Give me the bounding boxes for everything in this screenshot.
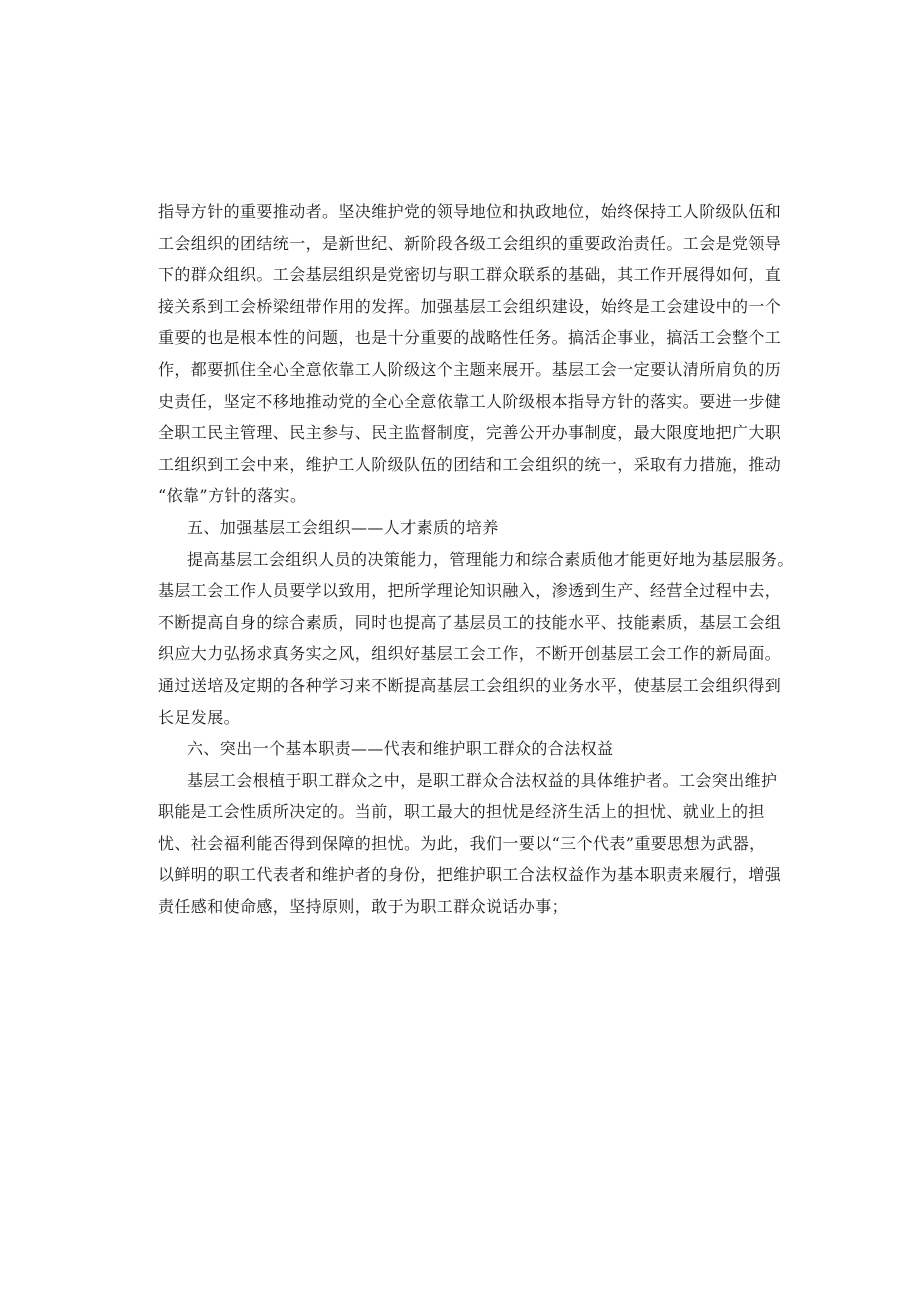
section-six-heading: 六、突出一个基本职责——代表和维护职工群众的合法权益: [187, 739, 614, 759]
section-five-heading: 五、加强基层工会组织——人才素质的培养: [187, 517, 499, 537]
text-line: 指导方针的重要推动者。坚决维护党的领导地位和执政地位，始终保持工人阶级队伍和: [158, 202, 782, 221]
text-line: 基层工会工作人员要学以致用，把所学理论知识融入，渗透到生产、经营全过程中去，: [158, 581, 782, 601]
text-line: 全职工民主管理、民主参与、民主监督制度，完善公开办事制度，最大限度地把广大职: [158, 423, 782, 443]
text-line: 重要的也是根本性的问题，也是十分重要的战略性任务。搞活企事业，搞活工会整个工: [158, 328, 782, 348]
text-line: 以鲜明的职工代表者和维护者的身份，把维护职工合法权益作为基本职责来履行，增强: [158, 865, 782, 885]
text-line: 作，都要抓住全心全意依靠工人阶级这个主题来展开。基层工会一定要认清所肩负的历: [158, 359, 782, 379]
text-line: 下的群众组织。工会基层组织是党密切与职工群众联系的基础，其工作开展得如何，直: [158, 265, 782, 285]
text-line: “依靠”方针的落实。: [158, 486, 307, 506]
text-line: 工会组织的团结统一，是新世纪、新阶段各级工会组织的重要政治责任。工会是党领导: [158, 233, 782, 253]
text-line: 史责任，坚定不移地推动党的全心全意依靠工人阶级根本指导方针的落实。要进一步健: [158, 391, 782, 411]
text-line: 工组织到工会中来，维护工人阶级队伍的团结和工会组织的统一，采取有力措施，推动: [158, 454, 782, 474]
section-five-body: [158, 544, 794, 734]
text-line: 不断提高自身的综合素质，同时也提高了基层员工的技能水平、技能素质，基层工会组: [158, 612, 782, 632]
text-line: 长足发展。: [158, 707, 241, 727]
section-six-body: [158, 765, 782, 923]
text-line: 通过送培及定期的各种学习来不断提高基层工会组织的业务水平，使基层工会组织得到: [158, 675, 782, 695]
section-four-tail: [158, 196, 782, 512]
text-line: 忧、社会福利能否得到保障的担忧。为此，我们一要以“三个代表”重要思想为武器，: [158, 833, 766, 853]
text-line: 责任感和使命感，坚持原则，敢于为职工群众说话办事；: [158, 897, 569, 917]
text-line: 提高基层工会组织人员的决策能力，管理能力和综合素质他才能更好地为基层服务。: [187, 549, 794, 569]
text-line: 职能是工会性质所决定的。当前，职工最大的担忧是经济生活上的担忧、就业上的担: [158, 802, 765, 822]
text-line: 织应大力弘扬求真务实之风，组织好基层工会工作，不断开创基层工会工作的新局面。: [158, 644, 782, 664]
text-line: 接关系到工会桥梁纽带作用的发挥。加强基层工会组织建设，始终是工会建设中的一个: [158, 296, 782, 316]
document-body: [158, 196, 794, 923]
text-line: 基层工会根植于职工群众之中，是职工群众合法权益的具体维护者。工会突出维护: [187, 770, 778, 790]
